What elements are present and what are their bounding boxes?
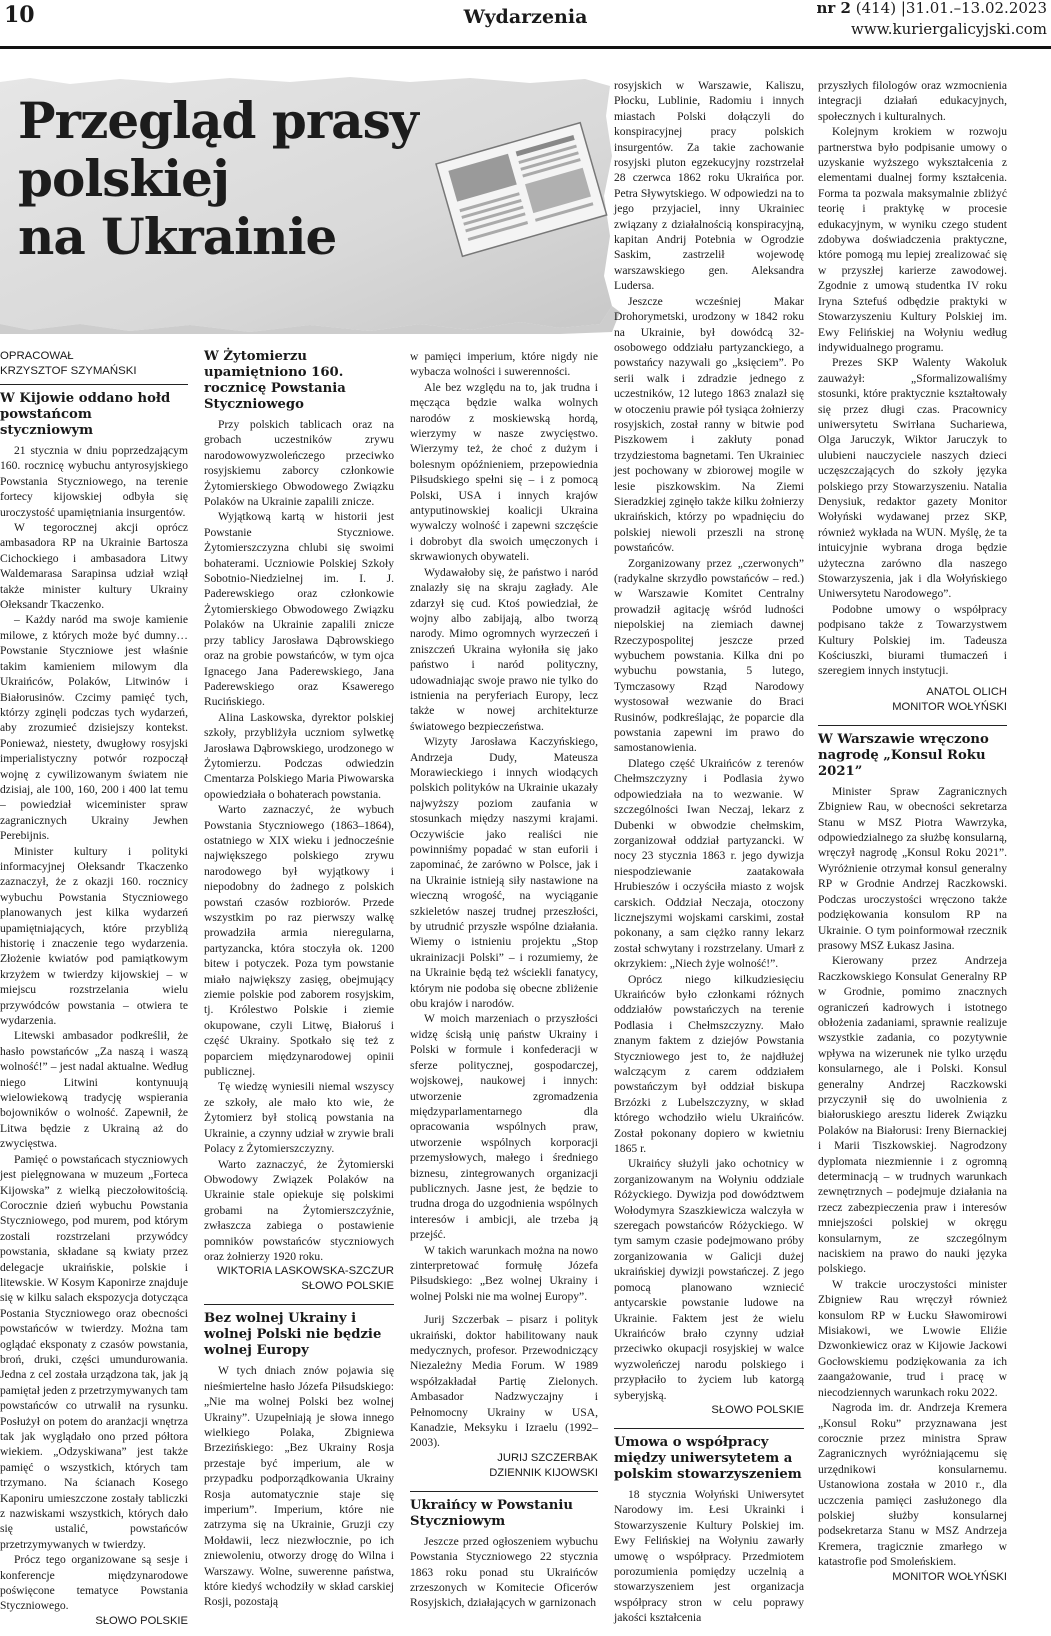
divider	[614, 1428, 804, 1429]
source-signature: SŁOWO POLSKIE	[711, 1403, 804, 1416]
author-signature: JURIJ SZCZERBAK	[497, 1451, 598, 1464]
article-headline: W Kijowie oddano hołd powstańcom styczniowym	[0, 391, 171, 438]
paragraph: Oprócz niego kilkudziesięciu Ukraińców było członkami różnych oddziałów powstańczych na terenie Podlasia i Chełmszczyzny. Mało znanym faktem z dziejów Powstania Styczniowego jest to, że najdłużej walczącym z carem oddziałem powstańczym był oddział biskupa Brzózki z Lubelszczyzny, w skład którego wchodziło wielu Ukraińców. Został pokonany dopiero w kwietniu 1865 r.	[614, 972, 804, 1156]
issue-number: (414)	[850, 0, 901, 17]
paragraph: W tych dniach znów pojawia się nieśmiertelne hasło Józefa Piłsudskiego: „Nie ma wolnej Polski bez wolnej Ukrainy”. Uzupełniają je słowa innego wielkiego Polaka, Zbigniewa Brzezińskiego: „Bez Ukrainy Rosja przestaje być imperium, ale w przypadku podporządkowania Ukrainy Rosja automatycznie staje się imperium”. Imperium, które nie zatrzyma się na Ukrainie, Gruzji czy Mołdawii, lecz niezwłocznie, po ich zniewoleniu, otworzy drogę do Wilna i Warszawy. Wolne, suwerenne państwa, które kiedyś wchodziły w skład carskiej Rosji, pozostają	[204, 1364, 394, 1609]
paragraph: Zorganizowany przez „czerwonych” (radykalne skrzydło powstańców – red.) w Warszawie Komitet Centralny prowadził agitację wśród ludności niepolskiej na ziemiach dawnej Rzeczypospolitej jeszcze przed wybuchem powstania. Kilka dni po wybuchu powstania, 5 lutego, Tymczasowy Rząd Narodowy wystosował wezwanie do Braci Rusinów, podkreślając, że poparcie dla powstania zapewni im prawo do samostanowienia.	[614, 556, 804, 755]
source-signature: DZIENNIK KIJOWSKI	[489, 1466, 598, 1479]
paragraph: Warto zaznaczyć, że wybuch Powstania Styczniowego (1863–1864), ostatniego w XIX wieku i jednocześnie największego polskiego zrywu narodowego był wyjątkowy i niepodobny do żadnego z polskich powstań czasów rozbiorów. Przede wszystkim po raz pierwszy walkę prowadziła armia nieregularna, partyzancka, która stoczyła ok. 1200 bitew i potyczek. Poza tym powstanie miało największy zasięg, obejmujący ziemie polskie pod zaborem rosyjskim, tj. Królestwo Polskie i ziemie okupowane, czyli Litwę, Białoruś i część Ukrainy. Spotkało się też z poparciem międzynarodowej opinii publicznej.	[204, 803, 394, 1079]
paragraph: Tę wiedzę wyniesili niemal wszyscy ze szkoły, ale mało kto wie, że Żytomierz był stolicą powstania na Ukrainie, a czynny udział w zrywie brali Polacy z Żytomierszczyzny.	[204, 1080, 394, 1156]
paragraph: rosyjskich w Warszawie, Kaliszu, Płocku, Lublinie, Radomiu i innych miastach Polski dołączyli do konspiracyjnej pracy polskich insurgentów. Za takie zachowanie rosyjski pluton egzekucyjny rozstrzelał 28 czerwca 1862 roku Ukraińca por. Petra Sływytskiego. W odpowiedzi na to jego przyjaciel, inny Ukrainiec związany z działalnością konspiracyjną, kapitan Andrij Potebnia w Ogrodzie Saskim, zastrzelił wojewodę warszawskiego gen. Aleksandra Ludersa.	[614, 79, 804, 293]
banner-title-line: polskiej	[18, 149, 229, 208]
paragraph: W takich warunkach można na nowo zinterpretować formułę Józefa Piłsudskiego: „Bez wolnej Ukrainy i wolnej Polski nie ma wolnej Europy”.	[410, 1243, 598, 1303]
paragraph: Minister kultury i polityki informacyjnej Ołeksandr Tkaczenko zaznaczył, że z okazji 160. rocznicy wybuchu Powstania Styczniowego planowanych jest kilka wydarzeń upamiętniających, które przybliżą historię i znaczenie tego wydarzenia. Złożenie kwiatów pod pamiątkowym krzyżem w twierdzy kijowskiej – w miejscu rozstrzelania wielu przywódców powstania – otwiera te wydarzenia.	[0, 844, 188, 1028]
website-link[interactable]: www.kuriergalicyjski.com	[851, 20, 1047, 38]
divider	[204, 1304, 394, 1305]
paragraph: Ale bez względu na to, jak trudna i męcząca będzie walka wolnych narodów z moskiewską hordą, wierzymy w nasze zwycięstwo. Wierzymy też, że choć z dużym i bolesnym opóźnieniem, przepowiednia Piłsudskiego spełni się – i z pomocą Polski, USA i innych krajów antyputinowskiej koalicji Ukraina wywalczy wolność i zapewni szczęście i dobrobyt dla swoich umęczonych i skrwawionych obywateli.	[410, 380, 598, 564]
paragraph: Kierowany przez Andrzeja Raczkowskiego Konsulat Generalny RP w Grodnie, pomimo znacznych ograniczeń kadrowych i istotnego obłożenia zadaniami, sprawnie realizuje wszystkie zadania, co pozytywnie wpływa na wizerunek nie tylko urzędu konsularnego, ale i Polski. Konsul generalny Andrzej Raczkowski przyczynił się do uwolnienia z białoruskiego aresztu liderek Związku Polaków na Białorusi: Ireny Biernackiej i Marii Tiszkowskiej. Nagrodzony dyplomata niezmiennie i z ogromną determinacją – w trudnych warunkach zewnętrznych – podejmuje działania na rzecz zabezpieczenia praw i interesów mniejszości polskiej w okręgu konsularnym, ze szczególnym naciskiem na prawo do nauki języka polskiego.	[818, 954, 1007, 1276]
paragraph: Wyjątkową kartą w historii jest Powstanie Styczniowe. Żytomierszczyzna chlubi się swoimi bohaterami. Uczniowie Polskiej Szkoły Sobotnio-Niedzielnej im. I. J. Paderewskiego oraz członkowie Żytomierskiego Obwodowego Związku Polaków na Ukrainie zapalili znicze przy tablicy Jarosława Dąbrowskiego oraz na grobie powstańców, w tym ojca Ignacego Jana Paderewskiego, Jana Paderewskiego oraz Ksawerego Rucińskiego.	[204, 510, 394, 709]
spacer	[410, 1304, 598, 1312]
paragraph: Litewski ambasador podkreślił, że hasło powstańców „Za naszą i waszą wolność!” – jest nadal aktualne. Według niego Litwini kontynuują wielowiekową tradycję wspierania bojowników o wolność. Zapewnił, że Litwa będzie z Ukrainą aż do zwycięstwa.	[0, 1029, 188, 1151]
author-signature: WIKTORIA LASKOWSKA-SZCZUR	[217, 1265, 394, 1278]
paragraph: Dlatego część Ukraińców z terenów Chełmszczyzny i Podlasia żywo odpowiedziała na to wezwanie. W szczególności Iwan Neczaj, lekarz z Dubenki w obwodzie chełmskim, zorganizował oddział partyzancki. W nocy 23 stycznia 1863 r. jego dywizja niespodziewanie zaatakowała Hrubieszów i oczyściła miasto z wojsk carskich. Oddział Neczaja, otoczony licznejszymi wojskami carskimi, został pokonany, a sam ciężko ranny lekarz został schwytany i rozstrzelany. Umarł z okrzykiem: „Niech żyje wolność!”.	[614, 756, 804, 971]
article-headline: Umowa o współpracy między uniwersytetem a polskim stowarzyszeniem	[614, 1434, 802, 1482]
paragraph: 18 stycznia Wołyński Uniwersytet Narodowy im. Łesi Ukrainki i Stowarzyszenie Kultury Polskiej im. Ewy Felińskiej na Wołyniu zawarły umowę o współpracy. Przedmiotem porozumienia pomiędzy uczelnią a stowarzyszeniem jest organizacja współpracy stron w celu poprawy jakości kształcenia	[614, 1487, 804, 1625]
paragraph: Nagroda im. dr. Andrzeja Kremera „Konsul Roku” przyznawana jest corocznie przez ministra Spraw Zagranicznych wyróżniającemu się urzędnikowi konsularnemu. Ustanowiona została w 2010 r., dla uczczenia pamięci zasłużonego dla polskiej służby konsularnej podsekretarza Stanu w MSZ Andrzeja Kremera, tragicznie zmarłego w katastrofie pod Smoleńskiem.	[818, 1401, 1007, 1569]
banner-title-line: Przegląd prasy	[18, 91, 418, 150]
paragraph: W tegorocznej akcji oprócz ambasadora RP na Ukrainie Bartosza Cichockiego i ambasadora Litwy Waldemarasa Sarapinsa udział wziął także minister kultury Ukrainy Ołeksandr Tkaczenko.	[0, 521, 188, 612]
article-headline: Bez wolnej Ukrainy i wolnej Polski nie będzie wolnej Europy	[204, 1311, 382, 1359]
section-title: Wydarzenia	[463, 6, 588, 28]
banner-title-line: na Ukrainie	[18, 207, 337, 266]
byline	[0, 349, 188, 379]
column-1	[0, 349, 188, 1629]
paragraph: Prócz tego organizowane są sesje i konferencje międzynarodowe poświęcone tematyce Powstania Styczniowego.	[0, 1553, 188, 1613]
issue-dates: |31.01.–13.02.2023	[900, 0, 1047, 17]
page-number: 10	[4, 2, 35, 28]
divider	[818, 725, 1007, 726]
paragraph: Przy polskich tablicach oraz na grobach uczestników zrywu narodowowyzwoleńczego przeciwko rosyjskiemu zaborcy członkowie Żytomierskiego Obwodowego Związku Polaków na Ukrainie zapalili znicze.	[204, 418, 394, 509]
paragraph: Wizyty Jarosława Kaczyńskiego, Andrzeja Dudy, Mateusza Morawieckiego i innych wiodących polskich polityków na Ukrainie ukazały najwyższy poziom zaufania w stosunkach między naszymi krajami. Oczywiście jako realiści nie powinniśmy popadać w stan euforii i zapominać, że zarówno w Polsce, jak i na Ukrainie istnieją siły nastawione na wieczną wrogość, na wyciąganie szkieletów naszej trudnej przeszłości, by utrudnić przyszłe wspólne działania. Wiemy o istnieniu projektu „Stop ukrainizacji Polski” – i rozumiemy, że na Ukrainie będą też wściekli fanatycy, którym nie podoba się obecne zbliżenie obu krajów i narodów.	[410, 735, 598, 1011]
paragraph: W moich marzeniach o przyszłości widzę ścisłą unię państw Ukrainy i Polski w formule i konfederacji w sferze politycznej, gospodarczej, wojskowej, naukowej i innych: utworzenie zgromadzenia międzyparlamentarnego dla opracowania wspólnych praw, utworzenie wspólnych korporacji przemysłowych, małego i średniego biznesu, zintegrowanych organizacji publicznych. Jasne jest, że będzie to trudna droga do uzgodnienia wspólnych interesów i ambicji, ale trzeba ją przejść.	[410, 1012, 598, 1242]
paragraph: przyszłych filologów oraz wzmocnienia integracji działań edukacyjnych, społecznych i kulturalnych.	[818, 79, 1007, 123]
paragraph: Warto zaznaczyć, że Żytomierski Obwodowy Związek Polaków na Ukrainie stale opiekuje się polskimi grobami na Żytomierszczyźnie, zwłaszcza zabiega o postawienie pomników powstańców styczniowych oraz żołnierzy 1920 roku.	[204, 1157, 394, 1263]
article-headline: Ukraińcy w Powstaniu Styczniowym	[410, 1497, 573, 1529]
paragraph: – Każdy naród ma swoje kamienie milowe, z których może być dumny… Powstanie Styczniowe jest właśnie takim kamieniem milowym dla Ukraińców, Polaków, Litwinów i Białorusinów. Czcimy pamięć tych, którzy zginęli podczas tych wydarzeń, aby zrozumieć dzisiejszy kontekst. Ponieważ, niestety, dwugłowy rosyjski imperialistyczny potwór rozpoczął wojnę z cywilizowanym światem nie dzisiaj, ale 100, 160, 200 i 400 lat temu – powiedział wiceminister spraw zagranicznych Ukrainy Jewhen Perebijnis.	[0, 613, 188, 843]
paragraph: Minister Spraw Zagranicznych Zbigniew Rau, w obecności sekretarza Stanu w MSZ Piotra Wawrzyka, odpowiedzialnego za służbę konsularną, wręczył nagrodę „Konsul Roku 2021”. Wyróżnienie otrzymał konsul generalny RP w Grodnie Andrzej Raczkowski. Podczas uroczystości wręczono także podziękowania konsulom RP na Ukrainie. O tym poinformował rzecznik prasowy MSZ Łukasz Jasina.	[818, 784, 1007, 952]
paragraph: 21 stycznia w dniu poprzedzającym 160. rocznicę wybuchu antyrosyjskiego Powstania Styczniowego, na terenie fortecy kijowskiej odbyła się uroczystość upamiętniania insurgentów.	[0, 444, 188, 519]
article-headline: W Warszawie wręczono nagrodę „Konsul Roku 2021”	[818, 731, 989, 779]
column-4	[614, 78, 804, 1626]
author-signature: ANATOL OLICH	[926, 685, 1007, 698]
source-signature: MONITOR WOŁYŃSKI	[892, 1570, 1007, 1583]
author-note: Jurij Szczerbak – pisarz i polityk ukraiński, doktor habilitowany nauk medycznych, profesor. Przewodniczący Niezależny Media Forum. W 1989 współzakładał Partię Zielonych. Ambasador Nadzwyczajny i Pełnomocny Ukrainy w USA, Kanadzie, Meksyku i Izraelu (1992–2003).	[410, 1313, 598, 1450]
source-signature: MONITOR WOŁYŃSKI	[892, 700, 1007, 713]
column-5	[818, 78, 1007, 1585]
paragraph: Ukraińcy służyli jako ochotnicy w zorganizowanym na Wołyniu oddziale Różyckiego. Dywizja pod dowództwem Wołodymyra Szaszkiewicza walczyła w szeregach powstańców Różyckiego. W tym samym czasie podejmowano próby zorganizowania w Galicji dużej ukraińskiej dywizji powstańczej. Z jego pomocą planowano wzniecić antycarskie powstanie ludowe na Ukrainie. Faktem jest że wielu Ukraińców brało czynny udział przeciwko okupacji rosyjskiej w walce wyzwoleńczej narodu polskiego i przypłaciło to życiem lub katorgą syberyjską.	[614, 1157, 804, 1402]
paragraph: Prezes SKP Walenty Wakoluk zauważył: „Sformalizowaliśmy stosunki, które praktycznie kształtowały się przez długi czas. Pracownicy uniwersytetu Swiтłana Suchariewa, Olga Jaruczyk, Wiktor Jaruczyk to ulubieni nauczyciele naszych dzieci uczęszczających do szkoły języka polskiego przy Stowarzyszeniu. Natalia Denysiuk, redaktor gazety Monitor Wołyński wydawanej przez SKP, również wykłada na WUN. Myślę, że ta intuicyjnie wybrana droga będzie użyteczna zarówno dla naszego Stowarzyszenia, jak i dla Wołyńskiego Uniwersytetu Narodowego”.	[818, 356, 1007, 601]
column-2	[204, 349, 394, 1610]
paragraph: Kolejnym krokiem w rozwoju partnerstwa było podpisanie umowy o uzyskanie wyższego wykształcenia z elementami dualnej formy kształcenia. Forma ta pozwala maksymalnie zbliżyć teorię i praktykę w procesie edukacyjnym, w wyniku czego student zdobywa doświadczenia praktyczne, które pomogą mu lepiej zrealizować się w przyszłej karierze zawodowej. Zgodnie z umową studentka IV roku Iryna Sztefuś odbędzie praktyki w Stowarzyszeniu Kultury Polskiej im. Ewy Felińskiej na Wołyniu według indywidualnego programu.	[818, 125, 1007, 354]
divider	[0, 384, 188, 385]
byline-author: KRZYSZTOF SZYMAŃSKI	[0, 365, 137, 377]
byline-label: OPRACOWAŁ	[0, 350, 74, 362]
paragraph: Jeszcze wcześniej Makar Drohorymetski, urodzony w 1842 roku na Ukrainie, był dowódcą 32-osobowego oddziału partyzanckiego, a powstańcy nazywali go „księciem”. Po serii walk i zdradzie jednego z uczestników, 12 lutego 1863 znalazł się w otoczeniu prawie pół tysiąca żołnierzy rosyjskich, został ranny w bitwie pod Piszkowem i zakłuty ponad trzydziestoma bagnetami. Ten Ukrainiec jest pochowany w zbiorowej mogile w lesie piszkowskim. Na Ziemi Sieradzkiej zginęło także kilku żołnierzy ukraińskich, którzy po wpadnięciu do polskiej niewoli przeszli na stronę powstańców.	[614, 294, 804, 555]
divider	[410, 1491, 598, 1492]
paragraph: Alina Laskowska, dyrektor polskiej szkoły, przybliżyła uczniom sylwetkę Jarosława Dąbrowskiego, urodzonego w Żytomierzu. Podczas odwiedzin Cmentarza Polskiego Maria Piwowarska opowiedziała o bohaterach powstania.	[204, 710, 394, 801]
banner-title	[18, 92, 448, 266]
paragraph: Pamięć o powstańcach styczniowych jest pielęgnowana w muzeum „Forteca Kijowska” z wielką pieczołowitością. Corocznie dzień wybuchu Powstania Styczniowego, pod murem, pod którym zostali rozstrzelani przywódcy powstania, składane są kwiaty przez delegacje ukraińskie, polskie i litewskie. W Kosym Kaponirze znajduje się w kilku salach ekspozycja dotycząca Postania Styczniowego oraz obecności powstańców w twierdzy. Można tam oglądać eksponaty z czasów powstania, broń, druki, części umundurowania. Jedna z cel została urządzona tak, jak ją pamiętał jeden z przetrzymywanych tam powstańców co utrwalił na rysunku. Posłużył on potem do aranżacji wnętrza tak jak wyglądało ono przed półtora wiekiem. „Odzyskiwana” jest także pamięć o wszystkich, których tam trzymano. Na ścianach Kosego Kaponiru umieszczone zostały tabliczki z nazwiskami wszystkich, których dało się ustalić, powstańców przetrzymywanych w twierdzy.	[0, 1152, 188, 1551]
paragraph: Jeszcze przed ogłoszeniem wybuchu Powstania Styczniowego 22 stycznia 1863 roku ponad stu Ukraińców zrzeszonych w Komitecie Oficerów Rosyjskich, działających w garnizonach	[410, 1534, 598, 1610]
source-signature: SŁOWO POLSKIE	[95, 1614, 188, 1627]
source-signature: SŁOWO POLSKIE	[301, 1280, 394, 1293]
paragraph: Podobne umowy o współpracy podpisano także z Towarzystwem Kultury Polskiej im. Tadeusza Kościuszki, biurami tłumaczeń i szeregiem innych instytucji.	[818, 602, 1007, 678]
issue-info	[817, 0, 1048, 40]
paragraph: Wydawałoby się, że państwo i naród znalazły się na skraju zagłady. Ale zdarzył się cud. Ktoś powiedział, że wojny albo zabijają, albo tworzą narody. Mimo ogromnych wyrzeczeń i zniszczeń Ukraina wyłoniła się jako państwo i naród polityczny, udowadniając swoje prawo nie tylko do istnienia na peryferiach Europy, lecz także w nowej architekturze światowego bezpieczeństwa.	[410, 565, 598, 733]
paragraph: w pamięci imperium, które nigdy nie wybacza wolności i suwerenności.	[410, 350, 598, 379]
column-3	[410, 349, 598, 1611]
issue-prefix: nr 2	[816, 0, 851, 17]
page-header	[0, 0, 1051, 49]
article-headline: W Żytomierzu upamiętniono 160. rocznicę Powstania Styczniowego	[204, 349, 346, 412]
paragraph: W trakcie uroczystości minister Zbigniew Rau wręczył również konsulom RP w Łucku Sławomirowi Misiakowi, we Lwowie Eliźie Dzwonkiewicz oraz w Kijowie Jackowi Gocłowskiemu podziękowania za ich zaangażowanie, trud i pracę w niecodziennych warunkach roku 2022.	[818, 1277, 1007, 1399]
